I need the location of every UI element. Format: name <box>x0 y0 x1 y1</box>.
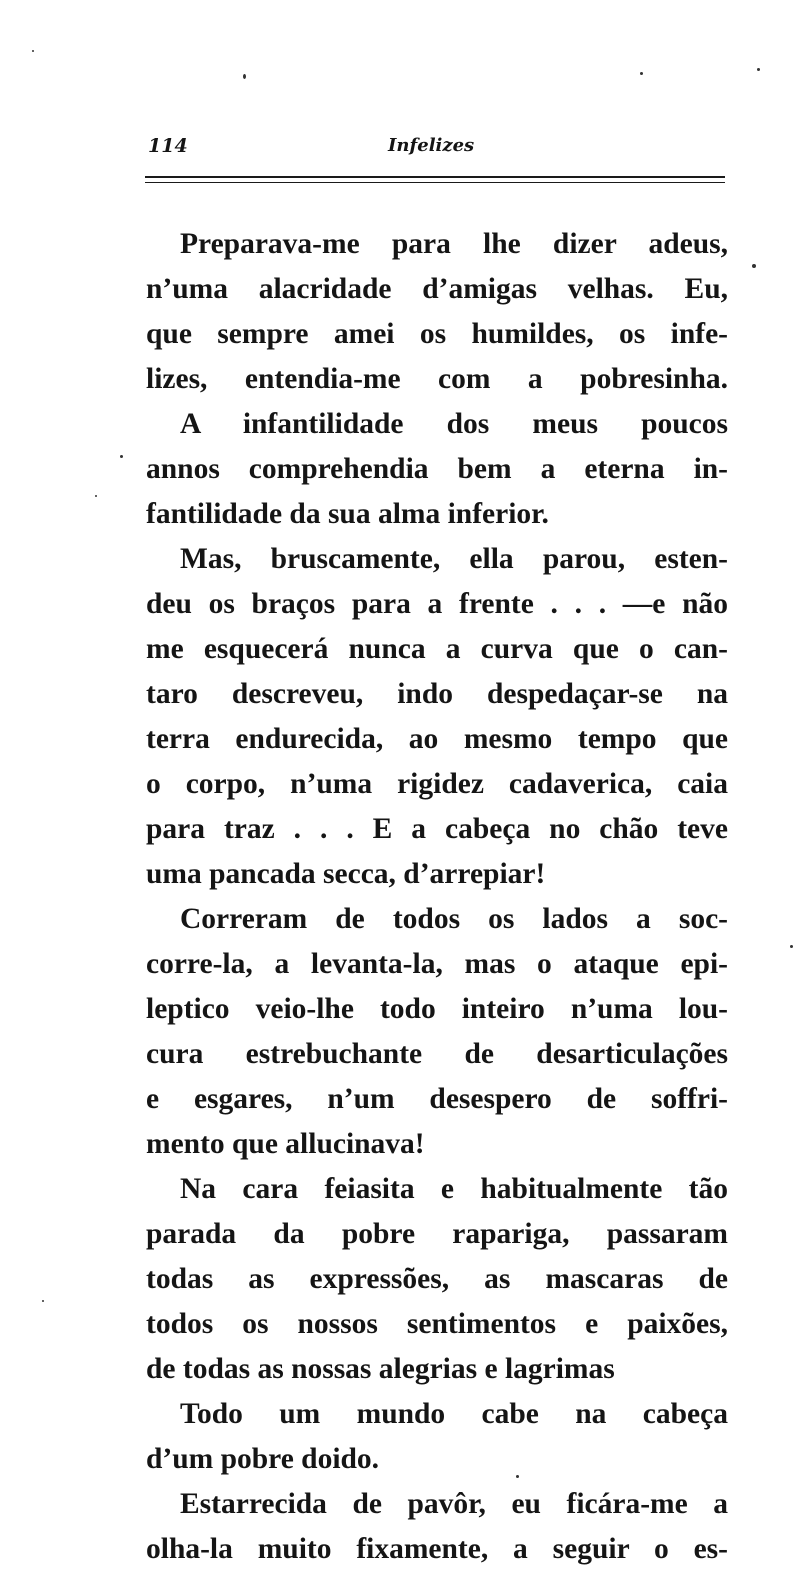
scan-speck <box>790 945 793 948</box>
scan-speck <box>42 1300 44 1302</box>
text-line: o corpo, n’uma rigidez cadaverica, caia <box>146 768 728 800</box>
body-text <box>146 222 728 1572</box>
text-line: corre-la, a levanta-la, mas o ataque epi- <box>146 948 728 980</box>
text-line: deu os braços para a frente . . . —e não <box>146 588 728 620</box>
text-line: fantilidade da sua alma inferior. <box>146 498 549 530</box>
text-line: Estarrecida de pavôr, eu ficára-me a <box>180 1488 728 1520</box>
text-line: que sempre amei os humildes, os infe- <box>146 318 728 350</box>
header-rule-thick <box>145 176 725 178</box>
scan-speck <box>640 72 643 75</box>
text-line: olha-la muito fixamente, a seguir o es- <box>146 1533 728 1565</box>
text-line: me esquecerá nunca a curva que o can- <box>146 633 728 665</box>
text-line: Preparava-me para lhe dizer adeus, <box>180 228 728 260</box>
text-line: todas as expressões, as mascaras de <box>146 1263 728 1295</box>
text-line: lizes, entendia-me com a pobresinha. <box>146 363 728 395</box>
text-line: Na cara feiasita e habitualmente tão <box>180 1173 728 1205</box>
text-line: d’um pobre doido. <box>146 1443 380 1475</box>
text-line: Todo um mundo cabe na cabeça <box>180 1398 728 1430</box>
page-header <box>148 135 726 165</box>
text-line: parada da pobre rapariga, passaram <box>146 1218 728 1250</box>
text-line: cura estrebuchante de desarticulações <box>146 1038 728 1070</box>
text-line: e esgares, n’um desespero de soffri- <box>146 1083 728 1115</box>
text-line: n’uma alacridade d’amigas velhas. Eu, <box>146 273 728 305</box>
text-line: terra endurecida, ao mesmo tempo que <box>146 723 728 755</box>
text-line: annos comprehendia bem a eterna in- <box>146 453 728 485</box>
text-line: taro descreveu, indo despedaçar-se na <box>146 678 728 710</box>
text-line: uma pancada secca, d’arrepiar! <box>146 858 546 890</box>
text-line: A infantilidade dos meus poucos <box>180 408 728 440</box>
scan-speck <box>757 68 760 71</box>
page-number: 114 <box>148 135 188 157</box>
scan-speck <box>32 50 34 52</box>
text-line: leptico veio-lhe todo inteiro n’uma lou- <box>146 993 728 1025</box>
text-line: todos os nossos sentimentos e paixões, <box>146 1308 728 1340</box>
scan-speck <box>120 455 123 458</box>
text-line: Mas, bruscamente, ella parou, esten- <box>180 543 728 575</box>
text-line: de todas as nossas alegrias e lagrimas <box>146 1353 615 1385</box>
scan-speck <box>752 264 756 268</box>
running-title: Infelizes <box>388 135 475 156</box>
scan-speck <box>243 74 246 79</box>
header-rule-thin <box>145 182 725 183</box>
scan-speck <box>95 495 97 497</box>
text-line: mento que allucinava! <box>146 1128 425 1160</box>
text-line: Correram de todos os lados a soc- <box>180 903 728 935</box>
text-line: para traz . . . E a cabeça no chão teve <box>146 813 728 845</box>
scan-speck <box>516 1475 519 1478</box>
